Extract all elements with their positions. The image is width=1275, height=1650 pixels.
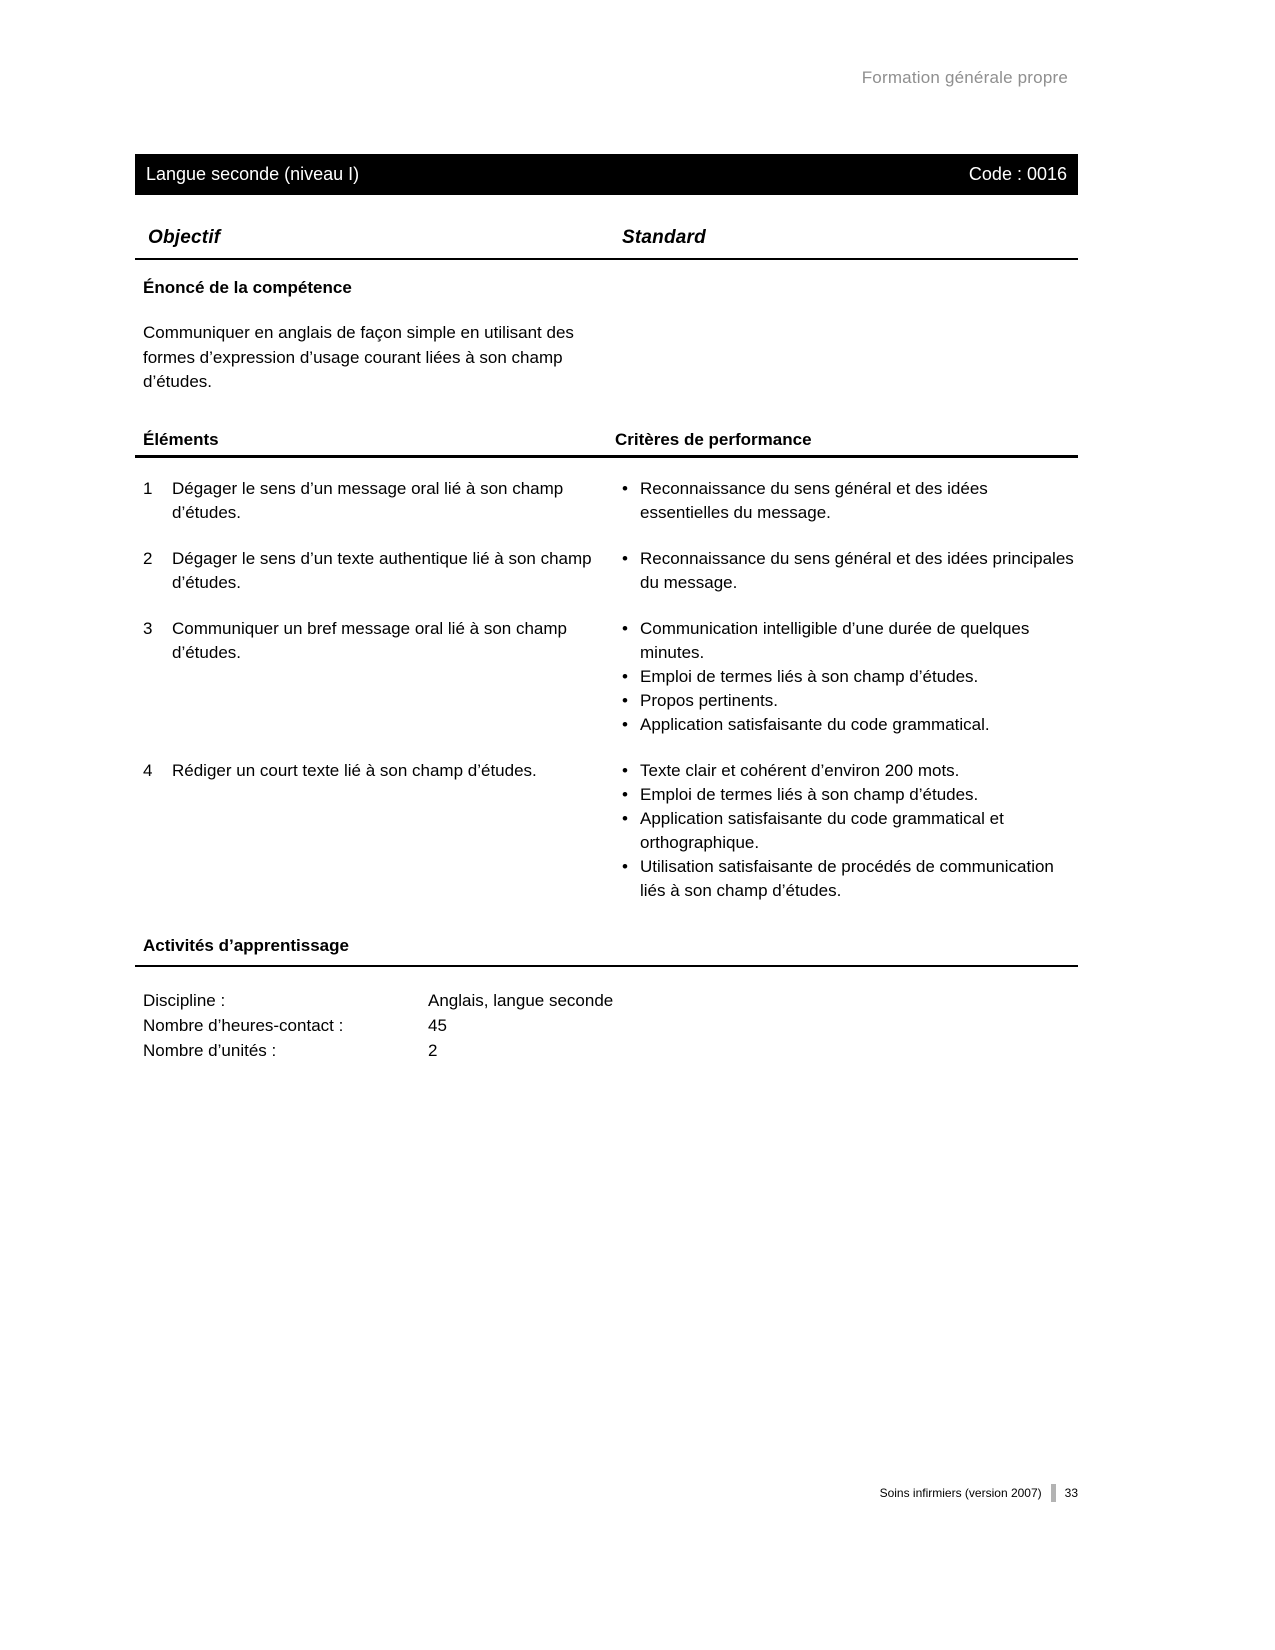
objectif-standard-header xyxy=(135,222,1078,260)
critere-item xyxy=(622,689,1078,713)
critere-item xyxy=(622,665,1078,689)
activites-section xyxy=(135,936,1078,1063)
critere-item xyxy=(622,477,1078,525)
critere-item xyxy=(622,547,1078,595)
element-row-2 xyxy=(135,547,1078,595)
element-cell xyxy=(135,759,615,903)
element-number: 3 xyxy=(143,619,153,638)
criteres-cell xyxy=(615,547,1078,595)
element-text: Rédiger un court texte lié à son champ d’études. xyxy=(172,761,537,780)
critere-item xyxy=(622,617,1078,665)
enonce-heading: Énoncé de la compétence xyxy=(143,278,352,297)
info-value: 45 xyxy=(428,1016,447,1035)
critere-text: • Reconnaissance du sens général et des idées essentielles du message. xyxy=(640,479,988,522)
criteres-cell xyxy=(615,477,1078,525)
info-label: Discipline : xyxy=(143,991,226,1010)
info-label: Nombre d’heures-contact : xyxy=(143,1016,344,1035)
page-number: 33 xyxy=(1064,1486,1078,1500)
element-number: 4 xyxy=(143,761,153,780)
element-cell xyxy=(135,477,615,525)
critere-text: • Communication intelligible d’une durée de quelques minutes. xyxy=(640,619,1030,662)
page-footer xyxy=(880,1484,1078,1502)
element-number: 2 xyxy=(143,549,153,568)
enonce-section xyxy=(143,278,621,395)
elements-heading: Éléments xyxy=(143,430,219,449)
page-header-note: Formation générale propre xyxy=(861,68,1068,87)
element-text: Dégager le sens d’un texte authentique lié à son champ d’études. xyxy=(172,549,592,592)
element-text: Dégager le sens d’un message oral lié à son champ d’études. xyxy=(172,479,564,522)
critere-text: • Reconnaissance du sens général et des idées principales du message. xyxy=(640,549,1074,592)
element-row-3 xyxy=(135,617,1078,737)
element-cell xyxy=(135,617,615,737)
criteres-cell xyxy=(615,759,1078,903)
critere-text: • Application satisfaisante du code grammatical. xyxy=(640,715,990,734)
footer-divider xyxy=(1051,1484,1056,1502)
activites-rows xyxy=(135,988,1078,1063)
enonce-text: Communiquer en anglais de façon simple en utilisant des formes d’expression d’usage courant liées à son champ d’études. xyxy=(143,323,574,391)
critere-item xyxy=(622,807,1078,855)
footer-doc-title: Soins infirmiers (version 2007) xyxy=(879,1486,1042,1500)
criteres-cell xyxy=(615,617,1078,737)
info-row-heures xyxy=(143,1013,1078,1038)
element-row-1 xyxy=(135,477,1078,525)
info-row-unites xyxy=(143,1038,1078,1063)
info-value: Anglais, langue seconde xyxy=(428,991,614,1010)
critere-text: • Application satisfaisante du code grammatical et orthographique. xyxy=(640,809,1004,852)
element-row-4 xyxy=(135,759,1078,903)
criteres-heading: Critères de performance xyxy=(615,430,812,449)
critere-item xyxy=(622,713,1078,737)
critere-text: • Propos pertinents. xyxy=(640,691,778,710)
element-cell xyxy=(135,547,615,595)
critere-text: • Texte clair et cohérent d’environ 200 mots. xyxy=(640,761,960,780)
critere-text: • Utilisation satisfaisante de procédés de communication liés à son champ d’études. xyxy=(640,857,1054,900)
critere-item xyxy=(622,759,1078,783)
critere-item xyxy=(622,855,1078,903)
elements-rows xyxy=(135,477,1078,925)
info-label: Nombre d’unités : xyxy=(143,1041,277,1060)
course-title-bar xyxy=(135,154,1078,195)
standard-heading: Standard xyxy=(622,227,706,248)
objectif-heading: Objectif xyxy=(148,227,221,248)
elements-criteres-header xyxy=(135,430,1078,458)
info-row-discipline xyxy=(143,988,1078,1013)
info-value: 2 xyxy=(428,1041,438,1060)
course-code: Code : 0016 xyxy=(968,164,1067,184)
critere-item xyxy=(622,783,1078,807)
critere-text: • Emploi de termes liés à son champ d’études. xyxy=(640,785,979,804)
element-number: 1 xyxy=(143,479,153,498)
element-text: Communiquer un bref message oral lié à son champ d’études. xyxy=(172,619,567,662)
course-title: Langue seconde (niveau I) xyxy=(146,164,360,184)
critere-text: • Emploi de termes liés à son champ d’études. xyxy=(640,667,979,686)
activites-heading: Activités d’apprentissage xyxy=(135,936,1078,967)
